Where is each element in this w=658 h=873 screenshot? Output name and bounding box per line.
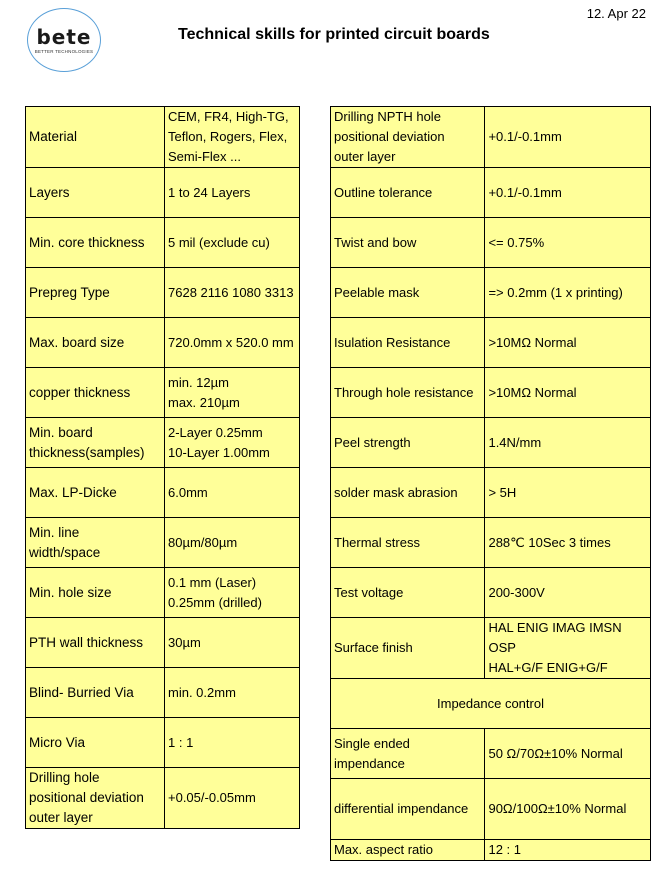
spec-label: Layers xyxy=(26,168,165,218)
spec-label: Drilling NPTH hole positional deviation outer layer xyxy=(331,107,485,168)
spec-label: Min. line width/space xyxy=(26,518,165,568)
spec-label: Material xyxy=(26,107,165,168)
document-date: 12. Apr 22 xyxy=(586,6,646,21)
page-title: Technical skills for printed circuit boards xyxy=(178,26,490,43)
section-header: Impedance control xyxy=(331,679,651,729)
table-row xyxy=(26,718,300,768)
spec-label: Min. core thickness xyxy=(26,218,165,268)
table-row xyxy=(26,468,300,518)
table-row xyxy=(331,368,651,418)
spec-label: Prepreg Type xyxy=(26,268,165,318)
spec-value: min. 12µm max. 210µm xyxy=(165,368,300,418)
spec-value: HAL ENIG IMAG IMSN OSP HAL+G/F ENIG+G/F xyxy=(485,618,651,679)
spec-label: Max. aspect ratio xyxy=(331,840,485,861)
table-row xyxy=(26,218,300,268)
spec-label: copper thickness xyxy=(26,368,165,418)
spec-label: differential impendance xyxy=(331,779,485,840)
table-row xyxy=(26,518,300,568)
spec-label: Max. LP-Dicke xyxy=(26,468,165,518)
spec-label: Min. board thickness(samples) xyxy=(26,418,165,468)
table-row xyxy=(26,368,300,418)
spec-label: Single ended impendance xyxy=(331,729,485,779)
logo-text: bete xyxy=(36,24,92,49)
spec-value: min. 0.2mm xyxy=(165,668,300,718)
spec-value: CEM, FR4, High-TG, Teflon, Rogers, Flex, Semi-Flex ... xyxy=(165,107,300,168)
spec-label: Max. board size xyxy=(26,318,165,368)
spec-value: 12 : 1 xyxy=(485,840,651,861)
spec-value: 80µm/80µm xyxy=(165,518,300,568)
spec-value: >10MΩ Normal xyxy=(485,318,651,368)
spec-value: 30µm xyxy=(165,618,300,668)
spec-label: Through hole resistance xyxy=(331,368,485,418)
table-row xyxy=(26,268,300,318)
spec-value: >10MΩ Normal xyxy=(485,368,651,418)
table-row xyxy=(331,779,651,840)
spec-label: Surface finish xyxy=(331,618,485,679)
spec-label: solder mask abrasion xyxy=(331,468,485,518)
left-specs-table xyxy=(25,106,300,829)
table-row xyxy=(26,668,300,718)
spec-value: 720.0mm x 520.0 mm xyxy=(165,318,300,368)
spec-label: Blind- Burried Via xyxy=(26,668,165,718)
spec-value: 0.1 mm (Laser) 0.25mm (drilled) xyxy=(165,568,300,618)
table-row xyxy=(26,168,300,218)
spec-label: PTH wall thickness xyxy=(26,618,165,668)
table-row xyxy=(26,107,300,168)
spec-value: 1 : 1 xyxy=(165,718,300,768)
spec-value: +0.1/-0.1mm xyxy=(485,107,651,168)
spec-label: Peelable mask xyxy=(331,268,485,318)
spec-label: Peel strength xyxy=(331,418,485,468)
spec-value: 6.0mm xyxy=(165,468,300,518)
logo-subtitle: BETTER TECHNOLOGIES xyxy=(34,48,94,54)
table-row xyxy=(331,618,651,679)
spec-value: 2-Layer 0.25mm 10-Layer 1.00mm xyxy=(165,418,300,468)
spec-value: 5 mil (exclude cu) xyxy=(165,218,300,268)
spec-label: Twist and bow xyxy=(331,218,485,268)
table-row xyxy=(331,318,651,368)
spec-value: <= 0.75% xyxy=(485,218,651,268)
spec-value: +0.1/-0.1mm xyxy=(485,168,651,218)
spec-value: => 0.2mm (1 x printing) xyxy=(485,268,651,318)
table-row xyxy=(26,318,300,368)
table-row xyxy=(26,568,300,618)
table-row xyxy=(331,840,651,861)
spec-value: 1.4N/mm xyxy=(485,418,651,468)
right-specs-table xyxy=(330,106,651,861)
spec-label: Isulation Resistance xyxy=(331,318,485,368)
spec-value: > 5H xyxy=(485,468,651,518)
spec-label: Min. hole size xyxy=(26,568,165,618)
spec-value: 200-300V xyxy=(485,568,651,618)
table-row xyxy=(331,468,651,518)
spec-value: 288℃ 10Sec 3 times xyxy=(485,518,651,568)
spec-value: 1 to 24 Layers xyxy=(165,168,300,218)
table-row xyxy=(331,168,651,218)
company-logo xyxy=(27,8,101,72)
table-row xyxy=(26,618,300,668)
spec-value: 90Ω/100Ω±10% Normal xyxy=(485,779,651,840)
table-row xyxy=(331,568,651,618)
spec-value: 7628 2116 1080 3313 xyxy=(165,268,300,318)
table-row xyxy=(26,418,300,468)
table-row xyxy=(331,268,651,318)
spec-label: Thermal stress xyxy=(331,518,485,568)
spec-label: Micro Via xyxy=(26,718,165,768)
spec-label: Test voltage xyxy=(331,568,485,618)
table-row xyxy=(26,768,300,829)
spec-label: Drilling hole positional deviation outer layer xyxy=(26,768,165,829)
spec-value: +0.05/-0.05mm xyxy=(165,768,300,829)
spec-value: 50 Ω/70Ω±10% Normal xyxy=(485,729,651,779)
table-row xyxy=(331,418,651,468)
table-row xyxy=(331,107,651,168)
table-row xyxy=(331,679,651,729)
spec-label: Outline tolerance xyxy=(331,168,485,218)
table-row xyxy=(331,729,651,779)
table-row xyxy=(331,218,651,268)
table-row xyxy=(331,518,651,568)
